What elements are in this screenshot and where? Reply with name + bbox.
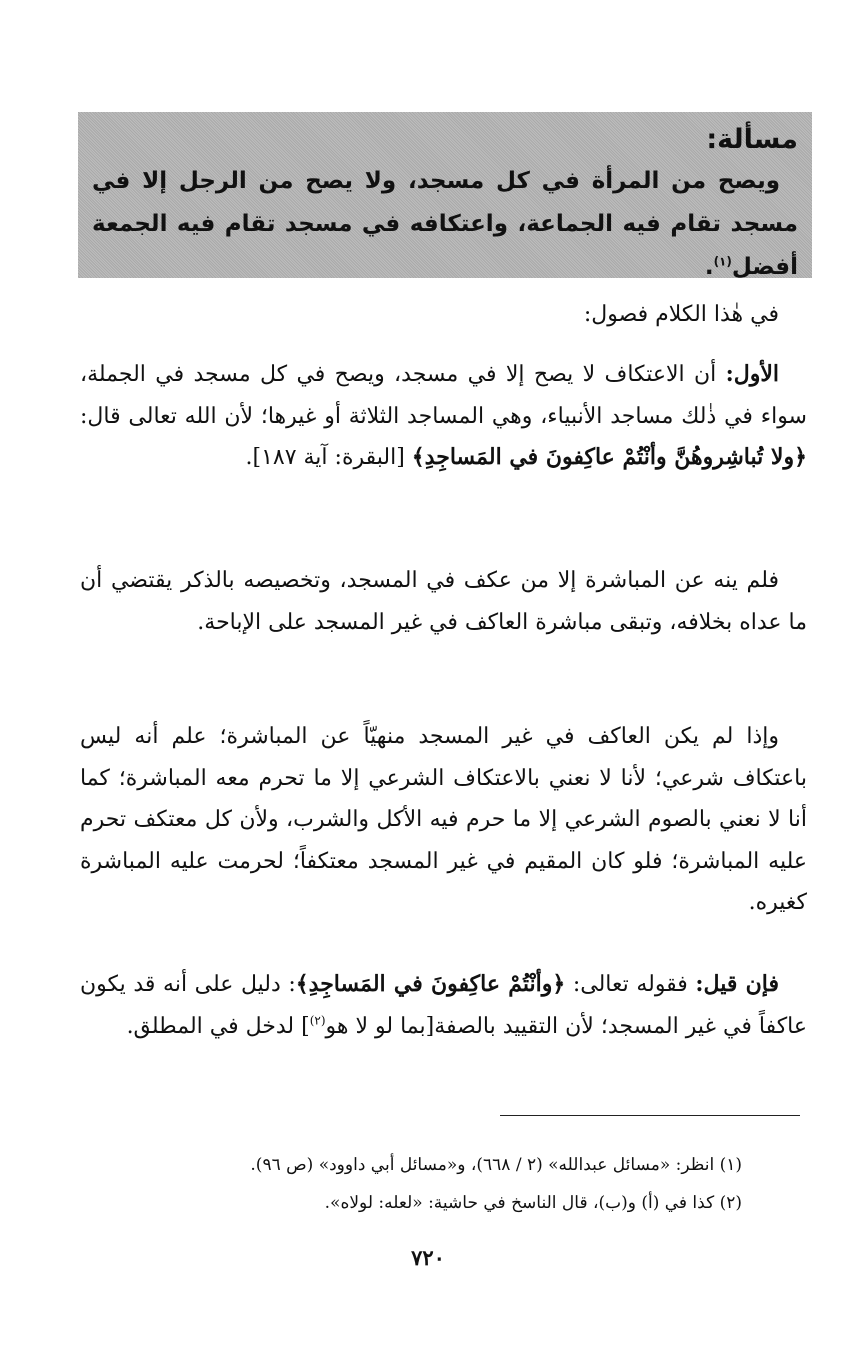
footnotes: [80, 1146, 742, 1222]
para5-text-a: فقوله تعالى:: [572, 972, 688, 997]
para4-text: وإذا لم يكن العاكف في غير المسجد منهيّاً عن المباشرة؛ علم أنه ليس باعتكاف شرعي؛ لأنا لا نعني بالاعتكاف الشرعي إلا ما تحرم معه المباشرة؛ كما أنا لا نعني بالصوم الشرعي إلا ما حرم فيه الأكل والشرب، ولأن كل معتكف تحرم عليه المباشرة؛ فلو كان المقيم في غير المسجد معتكفاً؛ لحرمت عليه المباشرة كغيره.: [80, 724, 807, 915]
paragraph-4: [80, 716, 807, 924]
first-text-b: [البقرة: آية ١٨٧].: [245, 445, 405, 470]
first-verse: ﴿ولا تُباشِروهُنَّ وأنْتُمْ عاكِفونَ في المَساجِدِ﴾: [411, 444, 807, 470]
masalah-title: مسألة:: [706, 124, 798, 155]
para5-verse: ﴿وأنْتُمْ عاكِفونَ في المَساجِدِ﴾: [295, 971, 566, 997]
paragraph-3: [80, 560, 807, 643]
paragraph-5: [80, 964, 807, 1047]
intro-text: في هٰذا الكلام فصول:: [583, 302, 779, 327]
footnote-1: (١) انظر: «مسائل عبدالله» (٢ / ٦٦٨)، و«مسائل أبي داوود» (ص ٩٦).: [250, 1155, 742, 1175]
footnote-separator: [500, 1115, 800, 1116]
first-text-a: أن الاعتكاف لا يصح إلا في مسجد، ويصح في كل مسجد في الجملة، سواء في ذٰلك مساجد الأنبياء، وهي المساجد الثلاثة أو غيرها؛ لأن الله تعالى قال:: [80, 362, 807, 429]
para5-label: فإن قيل:: [695, 971, 779, 997]
masalah-text-main: ويصح من المرأة في كل مسجد، ولا يصح من الرجل إلا في مسجد تقام فيه الجماعة، واعتكافه في مسجد تقام فيه الجمعة أفضل: [92, 168, 798, 280]
footnote-marker-1[interactable]: (١): [713, 254, 732, 269]
para5-text-b: : دليل على أنه قد يكون عاكفاً في غير المسجد؛ لأن التقييد بالصفة[بما لو لا هو: [80, 972, 807, 1039]
masalah-box: [78, 112, 812, 278]
para3-text: فلم ينه عن المباشرة إلا من عكف في المسجد، وتخصيصه بالذكر يقتضي أن ما عداه بخلافه، وتبقى مباشرة العاكف في غير المسجد على الإباحة.: [80, 568, 807, 635]
intro-line: [80, 294, 807, 336]
footnote-2: (٢) كذا في (أ) و(ب)، قال الناسخ في حاشية: «لعله: لولاه».: [324, 1193, 742, 1213]
masalah-text: ويصح من المرأة في كل مسجد، ولا يصح من الرجل إلا في مسجد تقام فيه الجماعة، واعتكافه في مسجد تقام فيه الجمعة أفضل$^{(١)}$.: [92, 168, 798, 280]
para5-text-c: ] لدخل في المطلق.: [126, 1013, 310, 1039]
paragraph-first: [80, 354, 807, 479]
first-label: الأول:: [725, 361, 779, 387]
footnote-marker-2[interactable]: (٢): [309, 1013, 326, 1028]
page-number: ٧٢٠: [411, 1245, 445, 1270]
